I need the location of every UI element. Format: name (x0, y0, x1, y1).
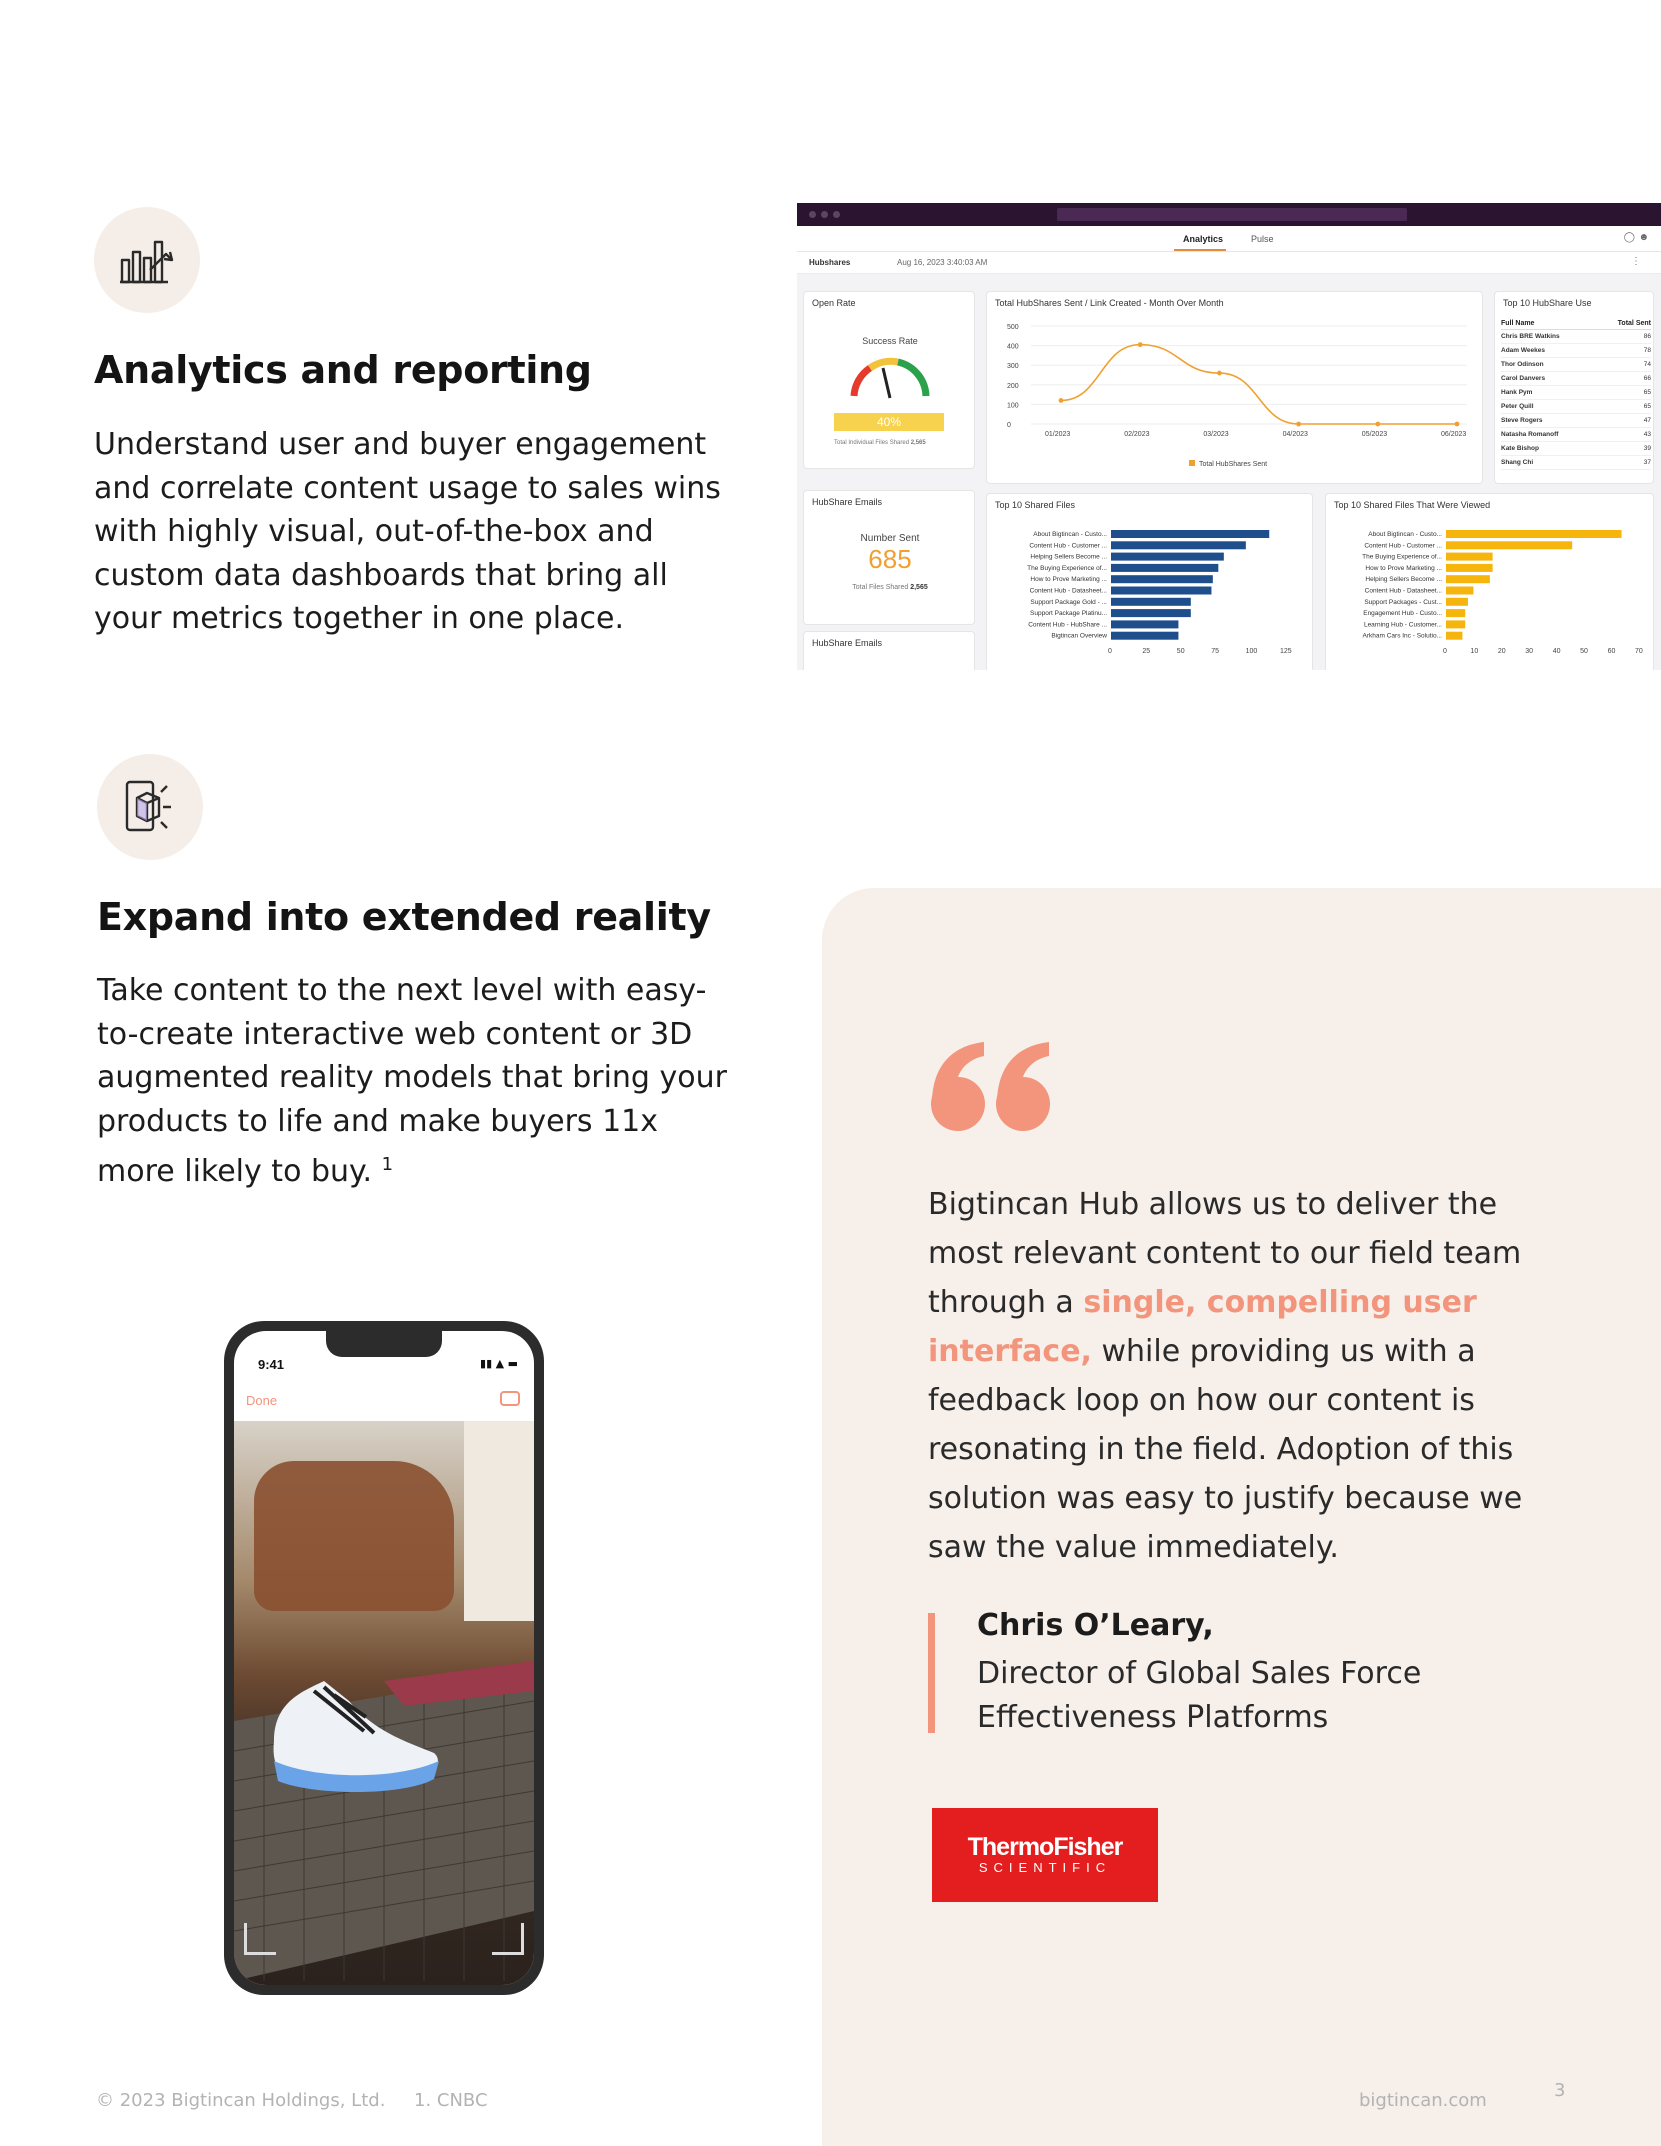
y-tick-label: 200 (1007, 382, 1019, 390)
x-tick-label: 30 (1525, 648, 1534, 655)
attribution-name: Chris O’Leary, (977, 1608, 1214, 1643)
x-tick-label: 04/2023 (1282, 431, 1308, 438)
bar-label: Support Packages - Cust... (1364, 598, 1442, 606)
emails-title: HubShare Emails (812, 497, 883, 507)
data-point (1059, 398, 1064, 403)
x-tick-label: 02/2023 (1124, 431, 1150, 438)
legend-swatch (1189, 460, 1195, 466)
x-tick-label: 60 (1607, 648, 1616, 655)
x-tick-label: 70 (1635, 648, 1643, 655)
testimonial-quote: Bigtincan Hub allows us to deliver the most relevant content to our field team through a single, compelling user interface, while providing us with a feedback loop on how our content is resonating in the field. Adoption of this solution was easy to justify because we saw the value immediately. (928, 1187, 1523, 1565)
bar-label: The Buying Experience of... (1362, 553, 1442, 561)
bar-label: About Bigtincan - Custo... (1368, 531, 1442, 538)
bar (1111, 620, 1178, 628)
tab-pulse[interactable]: Pulse (1251, 234, 1274, 244)
data-point (1375, 422, 1380, 427)
analytics-description: Understand user and buyer engagement and correlate content usage to sales wins with highly visual, out-of-the-box and custom data dashboards that bring all your metrics together in one place. (94, 427, 721, 636)
footer-copyright: © 2023 Bigtincan Holdings, Ltd. (96, 2090, 386, 2111)
status-time: 9:41 (258, 1357, 285, 1372)
bar-label: Support Package Platinu... (1030, 610, 1107, 618)
bar (1111, 609, 1191, 617)
y-tick-label: 100 (1007, 402, 1019, 410)
table-row: Natasha Romanoff 43 (1501, 428, 1651, 442)
bar-label: How to Prove Marketing ... (1365, 564, 1442, 572)
ar-scene (234, 1421, 534, 1985)
table-row: Kate Bishop 39 (1501, 442, 1651, 456)
footer-footnote: 1. CNBC (414, 2090, 488, 2111)
bar-label: Learning Hub - Customer... (1363, 621, 1442, 629)
viewed-files-chart (1326, 494, 1655, 670)
x-tick-label: 06/2023 (1441, 431, 1467, 438)
bar-label: Engagement Hub - Custo... (1363, 610, 1442, 618)
scan-corner-right (492, 1923, 524, 1955)
bar-label: Content Hub - Datasheet... (1029, 587, 1107, 595)
top-shared-files-card (986, 493, 1313, 670)
bar (1111, 632, 1178, 640)
legend-label: Total HubShares Sent (1199, 461, 1268, 468)
users-table-header: Full Name Total Sent (1501, 318, 1651, 330)
bar (1111, 530, 1269, 538)
bar-label: Helping Sellers Become ... (1030, 553, 1107, 561)
user-icon[interactable]: ☻ (1638, 232, 1649, 243)
bar (1111, 575, 1213, 583)
footer-site-link[interactable]: bigtincan.com (1359, 2090, 1487, 2111)
bar (1111, 587, 1211, 595)
bar-label: Content Hub - Customer ... (1364, 542, 1442, 550)
table-row: Shang Chi 37 (1501, 456, 1651, 470)
x-tick-label: 100 (1245, 648, 1258, 655)
number-sent-value: 685 (868, 544, 912, 574)
table-row: Adam Weekes 78 (1501, 344, 1651, 358)
bar-label: Arkham Cars Inc - Solutio... (1362, 632, 1442, 640)
x-tick-label: 10 (1470, 648, 1479, 655)
quote-mark-icon (930, 1038, 1060, 1134)
x-tick-label: 0 (1108, 648, 1112, 655)
bar-label: About Bigtincan - Custo... (1033, 531, 1107, 538)
x-tick-label: 25 (1142, 648, 1151, 655)
top-users-title: Top 10 HubShare Use (1503, 298, 1592, 308)
bar-label: Content Hub - Customer ... (1029, 542, 1107, 550)
line-chart-card (986, 291, 1483, 484)
x-tick-label: 05/2023 (1361, 431, 1388, 438)
bar (1446, 587, 1473, 595)
phone-mockup (224, 1321, 544, 1995)
x-tick-label: 75 (1211, 648, 1219, 655)
table-row: Carol Danvers 66 (1501, 372, 1651, 386)
bar (1111, 564, 1218, 572)
bar (1446, 530, 1622, 538)
line-chart-title: Total HubShares Sent / Link Created - Month Over Month (995, 298, 1224, 308)
bar-label: The Buying Experience of... (1027, 564, 1107, 572)
emails-card-2 (803, 631, 975, 670)
open-rate-footer: Total Individual Files Shared 2,565 (834, 440, 926, 446)
sneaker-model (254, 1661, 454, 1801)
status-icons: ▮▮ ▲ ▬ (480, 1357, 518, 1370)
bar-label: How to Prove Marketing ... (1030, 576, 1107, 584)
page-number: 3 (1554, 2080, 1566, 2101)
table-row: Hank Pym 65 (1501, 386, 1651, 400)
xr-icon-badge (97, 754, 203, 860)
xr-title: Expand into extended reality (97, 895, 711, 939)
phone-notch (326, 1331, 442, 1357)
section-label: Hubshares (809, 258, 851, 267)
bar (1111, 541, 1246, 549)
x-tick-label: 50 (1580, 648, 1588, 655)
table-row: Steve Rogers 47 (1501, 414, 1651, 428)
attribution-role: Director of Global Sales Force Effectiveness Platforms (977, 1656, 1422, 1735)
table-row: Chris BRE Watkins 86 (1501, 330, 1651, 344)
timestamp: Aug 16, 2023 3:40:03 AM (897, 258, 988, 267)
open-rate-title: Open Rate (812, 298, 856, 308)
phone-screen (234, 1331, 534, 1985)
viewed-files-title: Top 10 Shared Files That Were Viewed (1334, 500, 1491, 510)
top-shared-files-title: Top 10 Shared Files (995, 500, 1076, 510)
bar (1446, 632, 1462, 640)
top-users-card (1494, 291, 1654, 484)
data-point (1296, 422, 1301, 427)
bell-icon[interactable]: ◯ (1623, 232, 1635, 243)
top-shared-files-chart (987, 494, 1314, 670)
y-tick-label: 0 (1007, 422, 1011, 429)
tab-analytics[interactable]: Analytics (1183, 234, 1224, 244)
top-users-table (1501, 318, 1651, 470)
line-chart (987, 292, 1484, 485)
x-tick-label: 20 (1497, 648, 1506, 655)
bar (1446, 609, 1465, 617)
scan-corner-left (244, 1923, 276, 1955)
x-tick-label: 50 (1176, 648, 1185, 655)
thermofisher-logo: ThermoFisher SCIENTIFIC (932, 1808, 1158, 1902)
emails-card (803, 490, 975, 625)
bar (1446, 598, 1468, 606)
bar (1446, 553, 1493, 561)
phone-3d-cube-icon (115, 772, 185, 842)
armchair (254, 1461, 454, 1611)
analytics-title: Analytics and reporting (94, 348, 592, 392)
emails-title-2: HubShare Emails (812, 638, 883, 648)
open-rate-card (803, 291, 975, 469)
camera-icon[interactable] (500, 1391, 520, 1406)
xr-description: Take content to the next level with easy-to-create interactive web content or 3D augmented reality models that bring your products to life and make buyers 11x more likely to buy. $^1$ (97, 973, 727, 1189)
y-tick-label: 300 (1007, 363, 1019, 371)
table-row: Peter Quill 65 (1501, 400, 1651, 414)
bar (1446, 564, 1493, 572)
quote-highlight: single, compelling user interface, (928, 1285, 1477, 1369)
success-rate-value: 40% (834, 413, 944, 431)
bar-label: Bigtincan Overview (1051, 632, 1107, 640)
bar-label: Content Hub - Datasheet... (1364, 587, 1442, 595)
y-tick-label: 500 (1007, 324, 1019, 331)
gauge-needle (883, 368, 890, 398)
footnote-ref: 1 (381, 1154, 394, 1175)
x-tick-label: 0 (1443, 648, 1447, 655)
x-tick-label: 125 (1280, 648, 1292, 655)
bar (1446, 620, 1465, 628)
bar-label: Support Package Gold - ... (1030, 598, 1107, 606)
bar-label: Helping Sellers Become ... (1365, 576, 1442, 584)
window-light (464, 1421, 534, 1621)
data-point (1138, 342, 1143, 347)
x-tick-label: 03/2023 (1203, 431, 1229, 438)
gauge-label: Success Rate (862, 336, 918, 346)
dashboard-tabs (797, 226, 1661, 252)
dashboard-subheader (797, 252, 1661, 274)
number-sent-label: Number Sent (860, 533, 920, 544)
more-icon[interactable]: ⋮ (1631, 256, 1641, 267)
bar-chart-trend-icon (114, 230, 180, 290)
bar (1111, 598, 1191, 606)
window-titlebar (797, 203, 1661, 226)
analytics-dashboard-screenshot (797, 203, 1661, 670)
success-gauge (830, 346, 950, 406)
bar (1111, 553, 1224, 561)
analytics-icon-badge (94, 207, 200, 313)
x-tick-label: 01/2023 (1045, 431, 1071, 438)
table-row: Thor Odinson 74 (1501, 358, 1651, 372)
emails-footer: Total Files Shared 2,565 (852, 584, 928, 591)
bar (1446, 575, 1490, 583)
data-point (1217, 371, 1222, 376)
x-tick-label: 40 (1552, 648, 1561, 655)
bar-label: Content Hub - HubShare ... (1028, 621, 1107, 629)
y-tick-label: 400 (1007, 343, 1019, 351)
bar (1446, 541, 1572, 549)
done-button[interactable]: Done (246, 1393, 278, 1408)
viewed-files-card (1325, 493, 1654, 670)
data-point (1455, 422, 1460, 427)
attribution-bar (928, 1613, 935, 1733)
